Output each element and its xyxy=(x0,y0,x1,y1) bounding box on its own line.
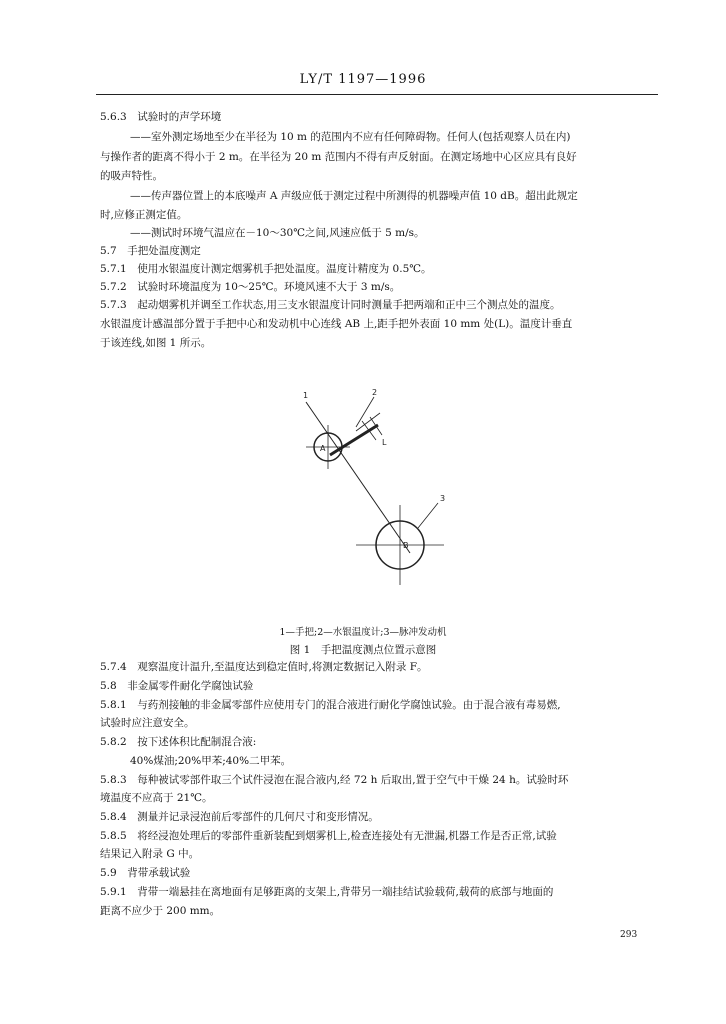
text-line: 5.9.1 背带一端悬挂在离地面有足够距离的支架上,背带另一端挂结试验载荷,载荷的底部与地面的 xyxy=(100,886,554,898)
text-line: 5.8.5 将经浸泡处理后的零部件重新装配到烟雾机上,检查连接处有无泄漏,机器工作是否正常,试验 xyxy=(100,830,557,842)
centerline-ab xyxy=(306,402,410,553)
label-1: 1 xyxy=(303,391,309,400)
text-line: 水银温度计感温部分置于手把中心和发动机中心连线 AB 上,距手把外表面 10 mm 处(L)。温度计垂直 xyxy=(100,318,573,330)
label-2: 2 xyxy=(372,388,378,397)
text-line: 结果记入附录 G 中。 xyxy=(100,848,200,860)
dimension-tick xyxy=(370,417,382,435)
text-line: ——传声器位置上的本底噪声 A 声级应低于测定过程中所测得的机器噪声值 10 dB。超出此规定 xyxy=(130,190,578,202)
label-a: A xyxy=(320,444,326,453)
text-line: 的吸声特性。 xyxy=(100,170,163,182)
thermometer xyxy=(330,425,378,455)
leader-line-2 xyxy=(356,397,374,427)
header-rule xyxy=(96,94,658,95)
section-5-9-heading: 5.9 背带承载试验 xyxy=(100,867,191,879)
text-line: 5.7.4 观察温度计温升,至温度达到稳定值时,将测定数据记入附录 F。 xyxy=(100,661,428,673)
dimension-tick xyxy=(362,421,376,440)
text-line: 境温度不应高于 21℃。 xyxy=(100,792,213,804)
leader-line-3 xyxy=(418,503,438,528)
text-line: 5.8.3 每种被试零部件取三个试件浸泡在混合液内,经 72 h 后取出,置于空气中干燥 24 h。试验时环 xyxy=(100,774,569,786)
figure-legend: 1—手把;2—水银温度计;3—脉冲发动机 xyxy=(279,627,447,638)
text-line: 5.8.4 测量并记录浸泡前后零部件的几何尺寸和变形情况。 xyxy=(100,811,379,823)
section-5-6-3-heading: 5.6.3 试验时的声学环境 xyxy=(100,111,222,123)
figure-1-diagram xyxy=(290,385,470,610)
text-line: 40%煤油;20%甲苯;40%二甲苯。 xyxy=(130,755,292,767)
section-5-8-heading: 5.8 非金属零件耐化学腐蚀试验 xyxy=(100,680,254,692)
text-line: 5.7.1 使用水银温度计测定烟雾机手把处温度。温度计精度为 0.5℃。 xyxy=(100,263,432,275)
dimension-line xyxy=(356,413,380,431)
text-line: 5.8.1 与药剂接触的非金属零部件应使用专门的混合液进行耐化学腐蚀试验。由于混合液有毒易燃, xyxy=(100,699,561,711)
text-line: 时,应修正测定值。 xyxy=(100,209,188,221)
text-line: ——室外测定场地至少在半径为 10 m 的范围内不应有任何障碍物。任何人(包括观察人员在内) xyxy=(130,131,571,143)
text-line: 距离不应少于 200 mm。 xyxy=(100,905,221,917)
label-l: L xyxy=(382,438,387,447)
text-line: 5.8.2 按下述体积比配制混合液: xyxy=(100,736,257,748)
page-number: 293 xyxy=(620,930,638,940)
text-line: 5.7.2 试验时环境温度为 10～25℃。环境风速不大于 3 m/s。 xyxy=(100,281,401,293)
figure-title: 图 1 手把温度测点位置示意图 xyxy=(289,644,437,656)
text-line: 与操作者的距离不得小于 2 m。在半径为 20 m 范围内不得有声反射面。在测定场地中心区应具有良好 xyxy=(100,151,577,163)
text-line: 于该连线,如图 1 所示。 xyxy=(100,337,212,349)
text-line: ——测试时环境气温应在－10～30℃之间,风速应低于 5 m/s。 xyxy=(130,227,425,239)
label-3: 3 xyxy=(440,494,446,503)
section-5-7-heading: 5.7 手把处温度测定 xyxy=(100,245,201,257)
standard-code-header: LY/T 1197—1996 xyxy=(299,72,427,87)
label-b: B xyxy=(403,541,409,550)
text-line: 试验时应注意安全。 xyxy=(100,717,195,729)
text-line: 5.7.3 起动烟雾机并调至工作状态,用三支水银温度计同时测量手把两端和正中三个测点处的温度。 xyxy=(100,299,561,311)
